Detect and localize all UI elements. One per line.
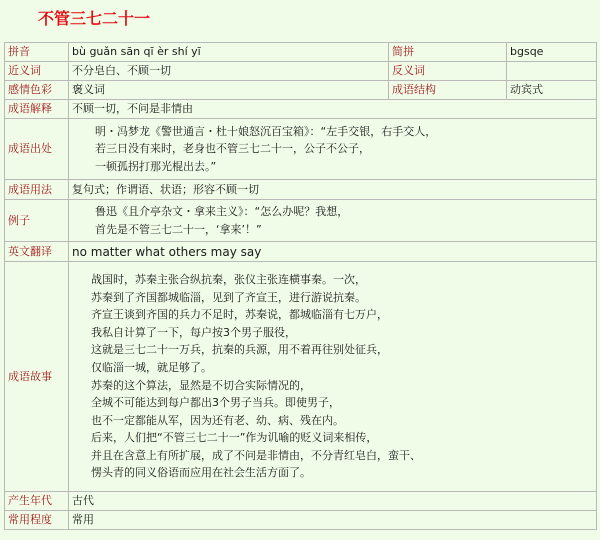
abbr-label: 简拼 [389, 43, 507, 62]
structure-value: 动宾式 [507, 81, 597, 100]
structure-label: 成语结构 [389, 81, 507, 100]
source-line: 一顿孤拐打那光棍出去。” [95, 159, 217, 173]
row-source [5, 119, 597, 180]
era-label: 产生年代 [5, 492, 69, 511]
idiom-info-table [4, 42, 597, 530]
row-era [5, 492, 597, 511]
story-line: 苏秦的这个算法，显然是不切合实际情况的， [91, 378, 311, 392]
usage-value: 复句式；作谓语、状语；形容不顾一切 [69, 180, 597, 200]
story-line: 战国时，苏秦主张合纵抗秦，张仪主张连横事秦。一次， [91, 272, 366, 286]
row-synonym [5, 62, 597, 81]
page-title: 不管三七二十一 [38, 9, 151, 28]
example-line: 鲁迅《且介亭杂文・拿来主义》：“怎么办呢？我想， [95, 205, 349, 218]
emotion-label: 感情色彩 [5, 81, 69, 100]
source-value [69, 119, 597, 180]
synonym-label: 近义词 [5, 62, 69, 81]
meaning-label: 成语解释 [5, 100, 69, 119]
antonym-label: 反义词 [389, 62, 507, 81]
emotion-value: 褒义词 [69, 81, 389, 100]
era-value: 古代 [69, 492, 597, 511]
story-value [69, 262, 597, 492]
source-label: 成语出处 [5, 119, 69, 180]
example-line: 首先是不管三七二十一，‘拿来’！” [95, 222, 262, 236]
story-line: 我私自计算了一下，每户按3个男子服役， [91, 325, 296, 339]
story-line: 全城不可能达到每户都出3个男子当兵。即使男子， [91, 396, 340, 410]
story-line: 这就是三七二十一万兵，抗秦的兵源，用不着再往别处征兵， [91, 343, 388, 357]
row-story [5, 262, 597, 492]
row-emotion [5, 81, 597, 100]
row-frequency [5, 511, 597, 530]
example-label: 例子 [5, 200, 69, 242]
english-label: 英文翻译 [5, 242, 69, 262]
row-english [5, 242, 597, 262]
story-line: 仅临淄一城，就足够了。 [91, 360, 212, 374]
pinyin-label: 拼音 [5, 43, 69, 62]
frequency-label: 常用程度 [5, 511, 69, 530]
story-line: 齐宣王谈到齐国的兵力不足时，苏秦说，都城临淄有七万户， [91, 308, 388, 322]
source-line: 若三日没有来时，老身也不管三七二十一，公子不公子， [95, 142, 370, 156]
story-label: 成语故事 [5, 262, 69, 492]
synonym-value: 不分皂白、不顾一切 [69, 62, 389, 81]
pinyin-value: bù guǎn sān qī èr shí yī [69, 43, 389, 62]
story-line: 苏秦到了齐国都城临淄，见到了齐宣王，进行游说抗秦。 [91, 290, 366, 304]
antonym-value [507, 62, 597, 81]
usage-label: 成语用法 [5, 180, 69, 200]
story-line: 后来，人们把“不管三七二十一”作为讥喻的贬义词来相传， [91, 431, 378, 445]
story-line: 也不一定都能从军，因为还有老、幼、病、残在内。 [91, 413, 344, 427]
row-meaning [5, 100, 597, 119]
row-usage [5, 180, 597, 200]
meaning-value: 不顾一切，不问是非情由 [69, 100, 597, 119]
frequency-value: 常用 [69, 511, 597, 530]
page-header [0, 0, 600, 40]
row-pinyin [5, 43, 597, 62]
story-line: 愣头青的同义俗语而应用在社会生活方面了。 [91, 466, 311, 480]
english-value: no matter what others may say [69, 242, 597, 262]
abbr-value: bgsqe [507, 43, 597, 62]
story-line: 并且在含意上有所扩展，成了不问是非情由，不分青红皂白，蛮干、 [91, 448, 421, 462]
source-line: 明・冯梦龙《警世通言・杜十娘怒沉百宝箱》：“左手交银，右手交人， [95, 124, 437, 138]
row-example [5, 200, 597, 242]
example-value [69, 200, 597, 242]
